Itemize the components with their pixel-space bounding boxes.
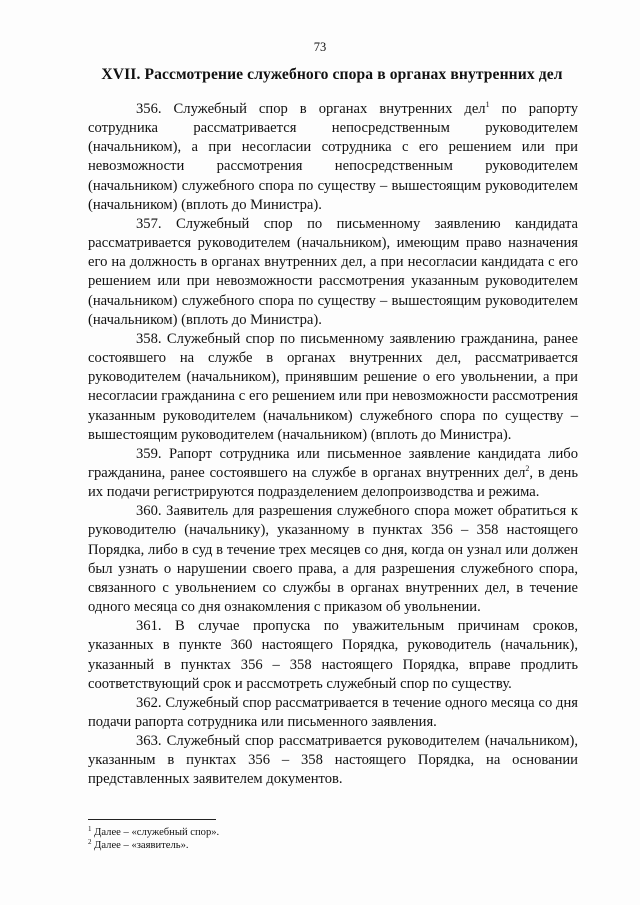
paragraph-number: 362. <box>136 694 162 711</box>
paragraph <box>88 502 578 617</box>
paragraph <box>88 215 578 330</box>
paragraph-text: Служебный спор рассматривается в течение одного месяца со дня подачи рапорта сотрудника или письменного заявления. <box>88 694 578 730</box>
paragraph-number: 363. <box>136 733 162 750</box>
paragraph-text: В случае пропуска по уважительным причинам сроков, указанных в пункте 360 настоящего Порядка, руководитель (начальник), указанный в пунктах 356 – 358 настоящего Порядка, вправе продлить соответствующий срок и рассмотреть служебный спор по существу. <box>88 618 578 692</box>
paragraph-text: Служебный спор по письменному заявлению кандидата рассматривается руководителем (начальником), имеющим право назначения его на должность в органах внутренних дел, а при несогласии кандидата с его решением или при невозможности рассмотрения указанным руководителем (начальником) служебного спора по существу – вышестоящим руководителем (начальником) (вплоть до Министра). <box>88 215 578 328</box>
document-body <box>88 100 578 790</box>
paragraph-text: Рапорт сотрудника или письменное заявление кандидата либо гражданина, ранее состоявшего на службе в органах внутренних дел <box>88 445 578 481</box>
paragraph-number: 358. <box>136 330 162 347</box>
paragraph <box>88 100 578 215</box>
paragraph-text: по рапорту сотрудника рассматривается непосредственным руководителем (начальником), а при несогласии сотрудника с его решением или при невозможности рассмотрения непосредственным руководителем (начальником) служебного спора по существу – вышестоящим руководителем (начальником) (вплоть до Министра). <box>88 101 578 213</box>
footnote <box>88 839 568 852</box>
footnote-ref: 1 <box>485 100 490 109</box>
footnote-mark: 2 <box>88 838 92 846</box>
footnote-text: Далее – «служебный спор». <box>91 827 220 838</box>
paragraph <box>88 617 578 694</box>
paragraph-text: Служебный спор по письменному заявлению гражданина, ранее состоявшего на службе в органах внутренних дел, рассматривается руководителем (начальником), принявшим решение о его увольнении, а при несогласии гражданина с его решением или при невозможности рассмотрения указанным руководителем (начальником) служебного спора по существу – вышестоящим руководителем (начальником) (вплоть до Министра). <box>88 330 578 443</box>
paragraph <box>88 732 578 789</box>
paragraph-text: , в день их подачи регистрируются подразделением делопроизводства и режима. <box>88 464 578 501</box>
paragraph-text: Служебный спор рассматривается руководителем (начальником), указанным в пунктах 356 – 358 настоящего Порядка, на основании представленных заявителем документов. <box>88 733 578 788</box>
footnote-mark: 1 <box>88 825 92 833</box>
paragraph-number: 361. <box>136 618 162 635</box>
footnote <box>88 826 568 839</box>
footnote-text: Далее – «заявитель». <box>91 840 189 851</box>
paragraph-text: Заявитель для разрешения служебного спора может обратиться к руководителю (начальнику), указанному в пунктах 356 – 358 настоящего Порядка, либо в суд в течение трех месяцев со дня, когда он узнал или должен был узнать о нарушении своего права, а для разрешения служебного спора, связанного с увольнением со службы в органах внутренних дел, в течение одного месяца со дня ознакомления с приказом об увольнении. <box>88 503 578 616</box>
footnotes <box>88 826 568 852</box>
paragraph-number: 357. <box>136 215 162 232</box>
paragraph <box>88 694 578 732</box>
footnote-divider <box>88 819 216 820</box>
paragraph-number: 356. <box>136 101 162 117</box>
paragraph <box>88 445 578 502</box>
paragraph-number: 359. <box>136 445 162 462</box>
paragraph <box>88 330 578 445</box>
paragraph-text: Служебный спор в органах внутренних дел <box>161 101 486 117</box>
page-number: 73 <box>313 40 327 54</box>
footnote-ref: 2 <box>525 463 530 473</box>
paragraph-number: 360. <box>136 503 162 520</box>
section-title: XVII. Рассмотрение служебного спора в органах внутренних дел <box>101 66 563 83</box>
